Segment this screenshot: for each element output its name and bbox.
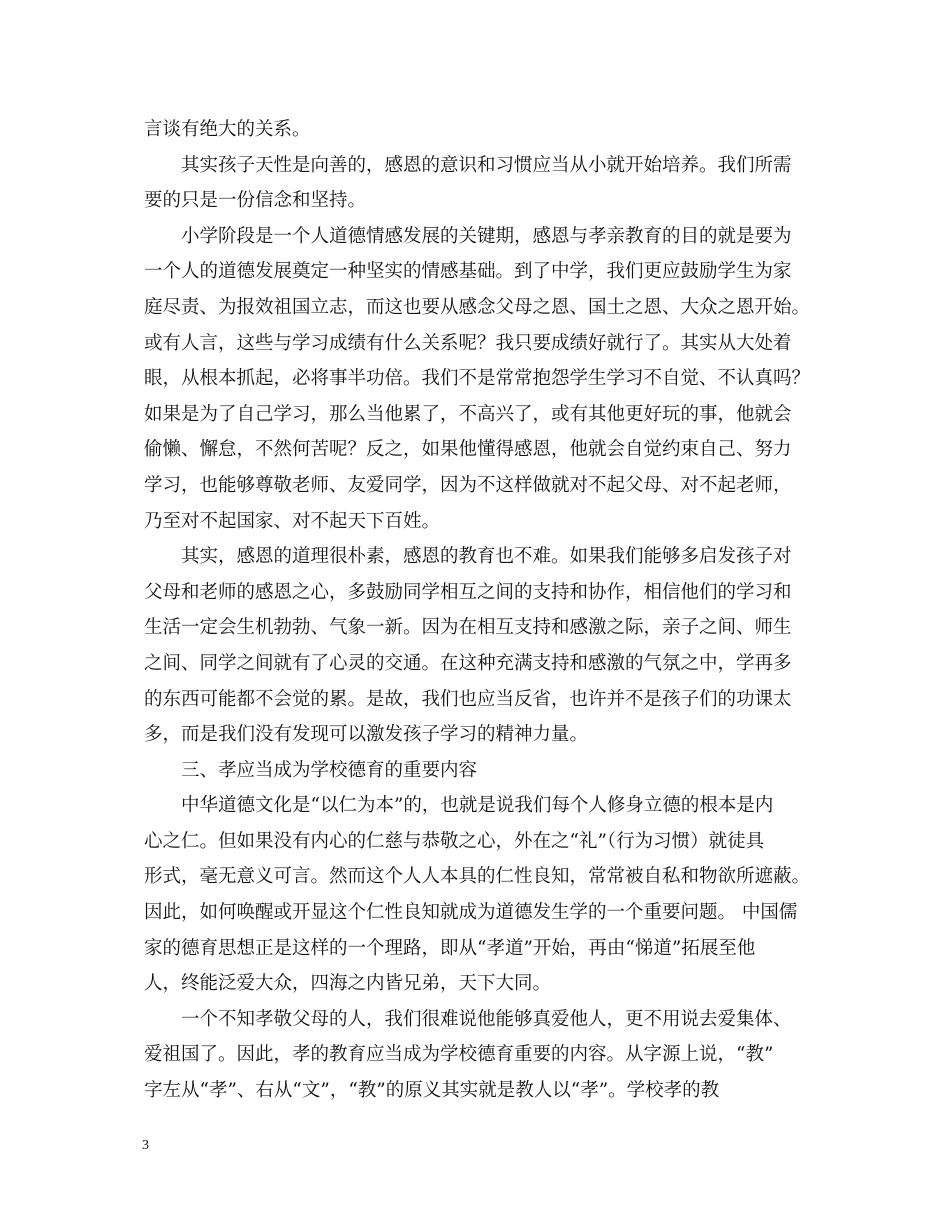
- body-text: [144, 112, 814, 1109]
- paragraph-start-line: 小学阶段是一个人道德情感发展的关键期，感恩与孝亲教育的目的就是要为: [181, 225, 792, 247]
- text-line: 字左从“孝”、右从“文”，“教”的原义其实就是教人以“孝”。学校孝的教: [144, 1080, 720, 1102]
- text-line: 多，而是我们没有发现可以激发孩子学习的精神力量。: [144, 724, 589, 746]
- text-line: 生活一定会生机勃勃、气象一新。因为在相互支持和感激之际，亲子之间、师生: [144, 617, 792, 639]
- text-line: 乃至对不起国家、对不起天下百姓。: [144, 510, 441, 532]
- section-heading: 三、孝应当成为学校德育的重要内容: [181, 759, 478, 781]
- text-line: 或有人言，这些与学习成绩有什么关系呢？我只要成绩好就行了。其实从大处着: [144, 332, 792, 354]
- text-line: 人，终能泛爱大众，四海之内皆兄弟，天下大同。: [144, 973, 552, 995]
- paragraph-start-line: 一个不知孝敬父母的人，我们很难说他能够真爱他人，更不用说去爱集体、: [181, 1008, 792, 1030]
- text-line: 要的只是一份信念和坚持。: [144, 190, 367, 212]
- text-line: 家的德育思想正是这样的一个理路，即从“孝道”开始，再由“悌道”拓展至他: [144, 937, 756, 959]
- text-line: 之间、同学之间就有了心灵的交通。在这种充满支持和感激的气氛之中，学再多: [144, 652, 792, 674]
- text-line: 因此，如何唤醒或开显这个仁性良知就成为道德发生学的一个重要问题。 中国儒: [144, 902, 798, 924]
- text-line: 偷懒、懈怠，不然何苦呢？反之，如果他懂得感恩，他就会自觉约束自己、努力: [144, 439, 792, 461]
- text-line: 爱祖国了。因此，孝的教育应当成为学校德育重要的内容。从字源上说，“教”: [144, 1044, 774, 1066]
- text-line: 的东西可能都不会觉的累。是故，我们也应当反省，也许并不是孩子们的功课太: [144, 688, 792, 710]
- text-line: 学习，也能够尊敬老师、友爱同学，因为不这样做就对不起父母、对不起老师，: [144, 474, 792, 496]
- text-line: 一个人的道德发展奠定一种坚实的情感基础。到了中学，我们更应鼓励学生为家: [144, 261, 792, 283]
- text-line: 如果是为了自己学习，那么当他累了，不高兴了，或有其他更好玩的事，他就会: [144, 403, 792, 425]
- page-number: 3: [142, 1138, 149, 1153]
- text-line: 父母和老师的感恩之心，多鼓励同学相互之间的支持和协作，相信他们的学习和: [144, 581, 792, 603]
- text-line: 言谈有绝大的关系。: [144, 119, 311, 140]
- paragraph-start-line: 中华道德文化是“以仁为本”的，也就是说我们每个人修身立德的根本是内: [181, 795, 774, 817]
- paragraph-start-line: 其实，感恩的道理很朴素，感恩的教育也不难。如果我们能够多启发孩子对: [181, 546, 792, 568]
- paragraph-start-line: 其实孩子天性是向善的，感恩的意识和习惯应当从小就开始培养。我们所需: [181, 154, 792, 176]
- text-line: 眼，从根本抓起，必将事半功倍。我们不是常常抱怨学生学习不自觉、不认真吗？: [144, 368, 811, 390]
- text-line: 庭尽责、为报效祖国立志，而这也要从感念父母之恩、国土之恩、大众之恩开始。: [144, 296, 811, 318]
- text-line: 心之仁。但如果没有内心的仁慈与恭敬之心，外在之“礼”（行为习惯）就徒具: [144, 830, 765, 852]
- text-line: 形式，毫无意义可言。然而这个人人本具的仁性良知，常常被自私和物欲所遮蔽。: [144, 866, 811, 888]
